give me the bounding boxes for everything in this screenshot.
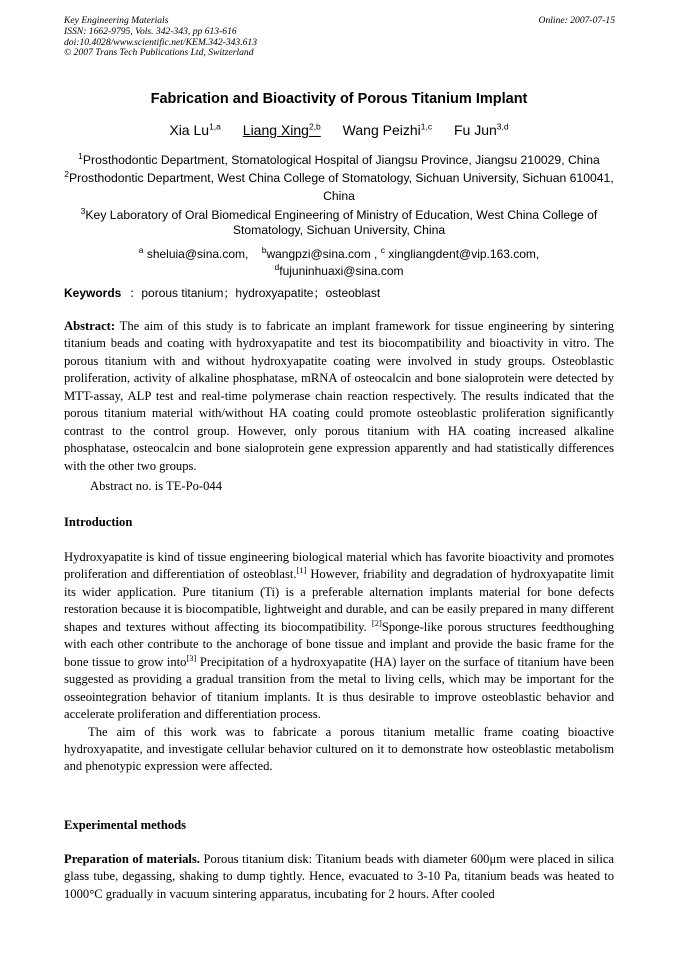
introduction-heading: Introduction bbox=[64, 515, 133, 529]
paragraph: The aim of this work was to fabricate a porous titanium metallic frame coating bioactive hydroxyapatite, and investigate cellular behavior cultured on it to demonstrate how osteoblastic metabolism and phenotypic expression were affected. bbox=[64, 724, 614, 774]
affiliation: $^1$Prosthodontic Department, Stomatological Hospital of Jiangsu Province, Jiangsu 210029, China bbox=[78, 150, 600, 167]
corresponding-author: Liang Xing$^{2,b}$ bbox=[242, 121, 321, 138]
paragraph: Hydroxyapatite is kind of tissue engineering biological material which has favorite bioactivity and promotes proliferation and differentiation of osteoblast.[1] However, friability and degradation of hydroxyapatite limit its wider application. Pure titanium (Ti) is a preferable alternation implants material for bone defects restoration because it is biocompatible, lightweight and durable, and can be easily prepared in many different shapes and textures without affecting its biocompatibility. [2]Sponge-like porous structures feedthoughing with each other contribute to the anchorage of bone tissue and implant and provide the basic frame for the bone tissue to grow into[3] Precipitation of a hydroxyapatite (HA) layer on the surface of titanium have been suggested as providing a gradual transition from the metal to living cells, which may be important for the osseointegration behavior of titanium implants. It is thus desirable to improve osteoblastic behavior and accelerate proliferation and differentiation process. bbox=[64, 550, 615, 722]
keywords bbox=[64, 284, 380, 301]
paper-title: Fabrication and Bioactivity of Porous Titanium Implant bbox=[150, 91, 528, 107]
author: Xia Lu$^{1,a}$ bbox=[169, 121, 221, 138]
introduction-body bbox=[64, 549, 614, 776]
citation: [1] bbox=[296, 565, 307, 576]
email: wangpzi@sina.com , bbox=[266, 247, 378, 261]
email-list: $^a$ sheluia@sina.com, $^b$wangpzi@sina.com , $^c$ xingliangdent@vip.163.com, $^d$fujuninhuaxi@sina.com bbox=[138, 245, 540, 278]
online-date: Online: 2007-07-15 bbox=[538, 15, 615, 26]
affiliation: $^3$Key Laboratory of Oral Biomedical Engineering of Ministry of Education, West China College of Stomatology, Sichuan University, China bbox=[80, 205, 598, 237]
doi: doi:10.4028/www.scientific.net/KEM.342-343.613 bbox=[64, 36, 258, 48]
methods-heading: Experimental methods bbox=[64, 818, 187, 832]
email: sheluia@sina.com, bbox=[146, 247, 249, 261]
issn: ISSN: 1662-9795, Vols. 342-343, pp 613-616 bbox=[64, 25, 237, 37]
copyright: © 2007 Trans Tech Publications Ltd, Switzerland bbox=[64, 47, 254, 59]
keywords-label: Keywords bbox=[64, 286, 122, 300]
author-list bbox=[0, 122, 678, 138]
journal-header bbox=[64, 16, 257, 59]
abstract-label: Abstract: bbox=[64, 319, 116, 333]
author: Wang Peizhi$^{1,c}$ bbox=[342, 121, 433, 138]
abstract-number: Abstract no. is TE-Po-044 bbox=[90, 479, 222, 493]
author: Fu Jun$^{3,d}$ bbox=[453, 121, 509, 138]
affiliation: $^2$Prosthodontic Department, West China College of Stomatology, Sichuan University, Sichuan 610041, China bbox=[64, 168, 614, 203]
subsection-label: Preparation of materials. bbox=[64, 852, 200, 866]
abstract-text: The aim of this study is to fabricate an implant framework for tissue engineering by sintering titanium beads and coating with hydroxyapatite and test its biocompatibility and bioactivity in vitro. The porous titanium with and without hydroxyapatite coating were involved in study groups. Osteoblastic proliferation, activity of alkaline phosphatase, mRNA of osteocalcin and bone sialoprotein were detected by MTT-assay, ALP test and real-time polymerase chain reaction respectively. The results indicated that the porous titanium material with/without HA coating could promote osteoblastic proliferation significantly contrast to the control group. However, only porous titanium with HA coating increased alkaline phosphatase, osteocalcin and bone sialoprotein gene expression apparently and had statistically differences with the other two groups. bbox=[64, 319, 614, 473]
journal-name: Key Engineering Materials bbox=[64, 15, 169, 26]
citation: [3] bbox=[186, 652, 197, 663]
methods-body: Preparation of materials. Porous titanium disk: Titanium beads with diameter 600μm were placed in silica glass tube, degassing, shaking to dump tightly. Hence, evacuated to 3-10 Pa, titanium beads was heated to 1000°C gradually in vacuum sintering apparatus, incubating for 2 hours. After cooled bbox=[64, 852, 614, 901]
abstract bbox=[64, 318, 614, 475]
citation: [2] bbox=[371, 617, 382, 628]
keywords-text: ：porous titanium；hydroxyapatite；osteoblast bbox=[129, 286, 381, 300]
email: fujuninhuaxi@sina.com bbox=[279, 263, 404, 278]
email: xingliangdent@vip.163.com, bbox=[388, 247, 540, 261]
